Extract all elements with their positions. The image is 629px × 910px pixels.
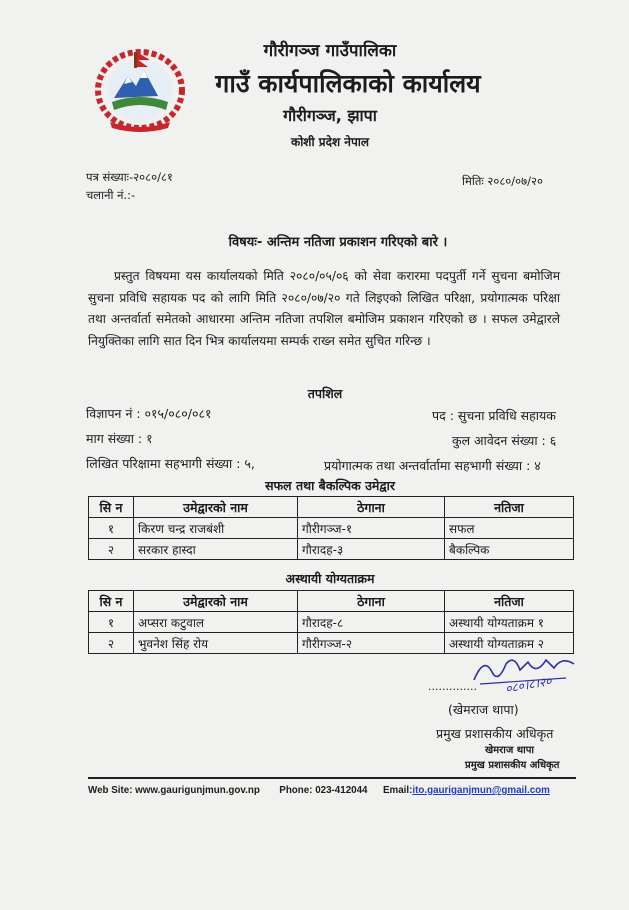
municipality-name: गौरीगञ्ज गाउँपालिका: [263, 41, 397, 61]
table-header-row: [89, 591, 574, 612]
table-row: [89, 539, 574, 560]
table2-title: अस्थायी योग्यताक्रम: [285, 571, 375, 586]
letter-number: पत्र संख्याः-२०८०/८१: [86, 170, 173, 184]
cell-result: बैकल्पिक: [445, 539, 574, 560]
cell-name: अप्सरा कटुवाल: [134, 612, 298, 633]
practical-interview-count: प्रयोगात्मक तथा अन्तर्वार्तामा सहभागी संख्या : ४: [324, 458, 541, 473]
table-row: [89, 612, 574, 633]
stamp-name: खेमराज थापा: [485, 745, 534, 756]
cell-sn: १: [89, 612, 134, 633]
cell-name: सरकार हास्दा: [134, 539, 298, 560]
cell-address: गौरादह-३: [298, 539, 445, 560]
cell-address: गौरीगञ्ज-१: [298, 518, 445, 539]
post-name: पद : सुचना प्रविधि सहायक: [432, 408, 556, 423]
table1-title: सफल तथा बैकल्पिक उमेद्वार: [265, 478, 395, 493]
cell-name: भुवनेश सिंह रोय: [134, 633, 298, 654]
office-title: गाउँ कार्यपालिकाको कार्यालय: [215, 69, 481, 98]
col-header-result: नतिजा: [445, 591, 574, 612]
temporary-merit-table: [88, 590, 574, 654]
cell-address: गौरादह-८: [298, 612, 445, 633]
letter-body: [88, 266, 560, 352]
table-header-row: [89, 497, 574, 518]
tapasil-title: तपशिल: [307, 386, 343, 401]
footer-email-link[interactable]: ito.gauriganjmun@gmail.com: [412, 785, 550, 796]
footer-email-label: Email:: [382, 785, 413, 796]
nepal-emblem-icon: [92, 40, 188, 132]
dispatch-number: चलानी नं.:-: [86, 188, 136, 202]
successful-candidates-table: [88, 496, 574, 560]
col-header-address: ठेगाना: [298, 497, 445, 518]
col-header-result: नतिजा: [445, 497, 574, 518]
demand-count: माग संख्या : १: [86, 431, 153, 446]
advertisement-number: विज्ञापन नं : ०१५/०८०/०८१: [86, 406, 212, 421]
signatory-name: (खेमराज थापा): [448, 702, 519, 717]
office-location: गौरीगञ्ज, झापा: [283, 106, 377, 125]
stamp-designation: प्रमुख प्रशासकीय अधिकृत: [465, 760, 560, 771]
cell-name: किरण चन्द्र राजबंशी: [134, 518, 298, 539]
footer-website[interactable]: Web Site: www.gaurigunjmun.gov.np: [88, 785, 260, 796]
cell-sn: २: [89, 539, 134, 560]
letter-subject: विषयः- अन्तिम नतिजा प्रकाशन गरिएको बारे ।: [228, 235, 448, 250]
col-header-sn: सि न: [89, 591, 134, 612]
footer-divider: [88, 777, 576, 779]
cell-result: अस्थायी योग्यताक्रम २: [445, 633, 574, 654]
written-exam-count: लिखित परिक्षामा सहभागी संख्या : ५,: [86, 456, 255, 471]
col-header-name: उमेद्वारको नाम: [134, 591, 298, 612]
cell-result: सफल: [445, 518, 574, 539]
cell-sn: २: [89, 633, 134, 654]
cell-result: अस्थायी योग्यताक्रम १: [445, 612, 574, 633]
signatory-designation: प्रमुख प्रशासकीय अधिकृत: [436, 726, 554, 741]
handwritten-date: ०८०।८।२०: [504, 674, 553, 696]
cell-sn: १: [89, 518, 134, 539]
footer-phone: Phone: 023-412044: [279, 785, 368, 796]
total-applications: कुल आवेदन संख्या : ६: [452, 433, 557, 448]
letter-date: मितिः २०८०/०७/२०: [462, 174, 543, 188]
table-row: [89, 518, 574, 539]
footer: [88, 785, 588, 796]
cell-address: गौरीगञ्ज-२: [298, 633, 445, 654]
col-header-address: ठेगाना: [298, 591, 445, 612]
letter-body-text: प्रस्तुत विषयमा यस कार्यालयको मिति २०८०/०५/०६ को सेवा करारमा पदपुर्ती गर्ने सुचना बमोजिम सुचना प्रविधि सहायक पद को लागि मिति २०८०/०७/२० गते लिइएको लिखित परिक्षा, प्रयोगात्मक परिक्षा तथा अन्तर्वार्ता समेतको आधारमा अन्तिम नतिजा तपशिल बमोजिम प्रकाशन गरिएको छ । सफल उमेद्वारले नियुक्तिका लागि सात दिन भित्र कार्यालयमा सम्पर्क राख्न समेत सुचित गरिन्छ ।: [88, 269, 560, 348]
province-country: कोशी प्रदेश नेपाल: [290, 135, 370, 149]
col-header-name: उमेद्वारको नाम: [134, 497, 298, 518]
signature-dots: ..............: [428, 680, 477, 693]
col-header-sn: सि न: [89, 497, 134, 518]
